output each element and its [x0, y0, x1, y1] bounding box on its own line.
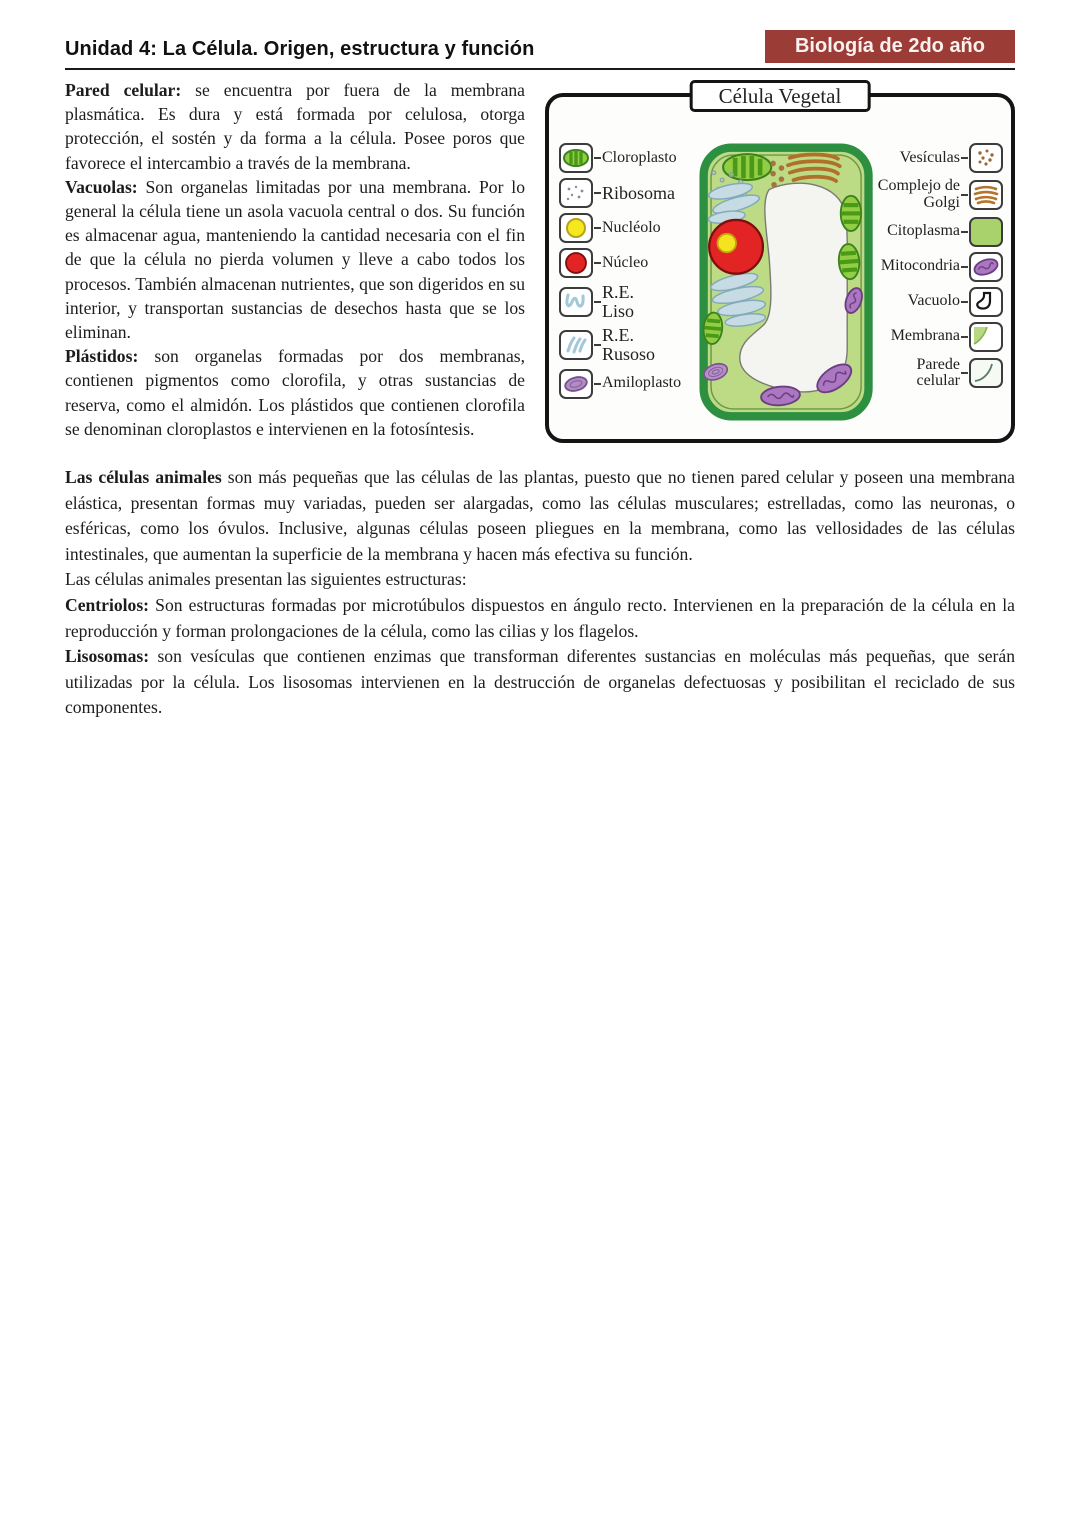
amyloplast-icon — [559, 369, 593, 399]
legend-label: Vesículas — [899, 148, 960, 166]
paragraph-term: Vacuolas: — [65, 176, 138, 197]
legend-label: R.E. Liso — [602, 282, 635, 321]
legend-item-citoplasma — [875, 217, 1003, 247]
membrane-icon — [969, 322, 1003, 352]
golgi-icon — [969, 180, 1003, 210]
legend-item-mitocondria — [875, 252, 1003, 282]
legend-item-nucleo — [559, 248, 699, 278]
legend-label: Amiloplasto — [602, 374, 682, 392]
page-title: Unidad 4: La Célula. Origen, estructura y función — [65, 38, 535, 60]
chloroplast-icon — [559, 143, 593, 173]
mitochondria-icon — [969, 252, 1003, 282]
nucleus-icon — [559, 248, 593, 278]
legend-item-complejo-de-golgi — [875, 178, 1003, 212]
cell-wall-icon — [969, 358, 1003, 388]
vacuole-icon — [969, 287, 1003, 317]
legend-item-vacuolo — [875, 287, 1003, 317]
vesicles-icon — [969, 143, 1003, 173]
legend-item-parede-celular — [875, 357, 1003, 391]
legend-label: Citoplasma — [887, 222, 960, 240]
paragraph-estructuras-intro — [65, 567, 1015, 593]
paragraph-term: Lisosomas: — [65, 646, 150, 667]
cell-illustration — [699, 143, 875, 431]
legend-label: Parede celular — [916, 355, 960, 390]
paragraph-text: Las células animales presentan las siguientes estructuras: — [65, 569, 467, 590]
paragraph-term: Pared celular: — [65, 80, 182, 100]
legend-right — [875, 143, 1003, 431]
legend-connector — [594, 344, 601, 346]
legend-connector — [594, 227, 601, 229]
header — [65, 30, 1015, 63]
animal-cells-section — [65, 465, 1015, 721]
course-badge: Biología de 2do año — [765, 30, 1015, 63]
cytoplasm-icon — [969, 217, 1003, 247]
legend-connector — [594, 192, 601, 194]
paragraph-text: se encuentra por fuera de la membrana plasmática. Es dura y está formada por celulosa, otorga protección, el sostén y da forma a la célula. Posee poros que favorece el intercambio a través de la membrana. — [65, 80, 525, 173]
legend-label: Mitocondria — [880, 257, 960, 275]
paragraph-text: son organelas formadas por dos membranas, contienen pigmentos como clorofila, y otras sustancias de reserva, como el almidón. Los plástidos que contienen clorofila se denominan cloroplastos e intervienen en la fotosíntesis. — [65, 346, 525, 439]
paragraph-text: son vesículas que contienen enzimas que transforman diferentes sustancias en moléculas más pequeñas, que serán utilizadas por la célula. Los lisosomas intervienen en la destrucción de organelas defectuosas y posibilitan el reciclado de sus componentes. — [65, 646, 1015, 718]
legend-connector — [961, 231, 968, 233]
paragraph-celulas-animales — [65, 465, 1015, 567]
legend-item-cloroplasto — [559, 143, 699, 173]
legend-label: Vacuolo — [907, 292, 960, 310]
diagram-frame — [545, 93, 1015, 443]
smooth-er-icon — [559, 287, 593, 317]
plant-cell-diagram — [545, 80, 1015, 446]
legend-item-vesiculas — [875, 143, 1003, 173]
legend-connector — [594, 301, 601, 303]
plant-cell-drawing — [699, 143, 875, 421]
nucleolus-organelle — [718, 234, 737, 253]
ribosome-icon — [559, 178, 593, 208]
paragraph-term: Las células animales — [65, 467, 222, 488]
legend-connector — [594, 262, 601, 264]
intro-section — [65, 78, 1015, 441]
nucleolus-icon — [559, 213, 593, 243]
diagram-title: Célula Vegetal — [690, 80, 871, 112]
header-divider — [65, 68, 1015, 70]
legend-label: Complejo de Golgi — [877, 177, 960, 211]
legend-connector — [961, 194, 968, 196]
paragraph-centriolos — [65, 593, 1015, 644]
paragraph-term: Plástidos: — [65, 346, 139, 367]
rough-er-icon — [559, 330, 593, 360]
legend-connector — [961, 301, 968, 303]
legend-connector — [594, 383, 601, 385]
legend-label: Núcleo — [602, 253, 649, 271]
paragraph-lisosomas — [65, 644, 1015, 721]
legend-item-re-rusoso — [559, 326, 699, 364]
legend-item-amiloplasto — [559, 369, 699, 399]
legend-item-ribosoma — [559, 178, 699, 208]
paragraph-text: son más pequeñas que las células de las plantas, puesto que no tienen pared celular y poseen una membrana elástica, presentan formas muy variadas, pueden ser alargadas, como las células musculares; estrelladas, como las neuronas, o esféricas, como los óvulos. Inclusive, algunas células poseen pliegues en la membrana, como las vellosidades de las células intestinales, que aumentan la superficie de la membrana y hacen más efectiva su función. — [65, 467, 1015, 564]
paragraph-text: Son estructuras formadas por microtúbulos dispuestos en ángulo recto. Intervienen en la preparación de la célula en la reproducción y forman prolongaciones de la célula, como las cilias y los flagelos. — [65, 595, 1015, 641]
legend-connector — [961, 372, 968, 374]
legend-item-membrana — [875, 322, 1003, 352]
legend-left — [559, 143, 699, 431]
legend-item-re-liso — [559, 283, 699, 321]
legend-label: Nucléolo — [602, 218, 661, 236]
legend-connector — [961, 266, 968, 268]
chloroplast-right-1 — [841, 196, 861, 231]
legend-label: Membrana — [890, 327, 960, 345]
legend-connector — [961, 157, 968, 159]
legend-label: Ribosoma — [602, 182, 676, 203]
legend-item-nucleolo — [559, 213, 699, 243]
paragraph-term: Centriolos: — [65, 595, 150, 616]
legend-connector — [594, 157, 601, 159]
legend-label: R.E. Rusoso — [602, 324, 656, 364]
legend-connector — [961, 336, 968, 338]
legend-label: Cloroplasto — [602, 148, 677, 166]
paragraph-text: Son organelas limitadas por una membrana. Por lo general la célula tiene un asola vacuola central o dos. Su función es almacenar agua, manteniendo la cantidad necesaria con el fin de que la célula no pierda volumen y lleve a cabo todos los procesos. También almacenan nutrientes, que son digeridos en su interior, y transportan sustancias de desechos hasta que se los eliminan. — [65, 176, 525, 343]
